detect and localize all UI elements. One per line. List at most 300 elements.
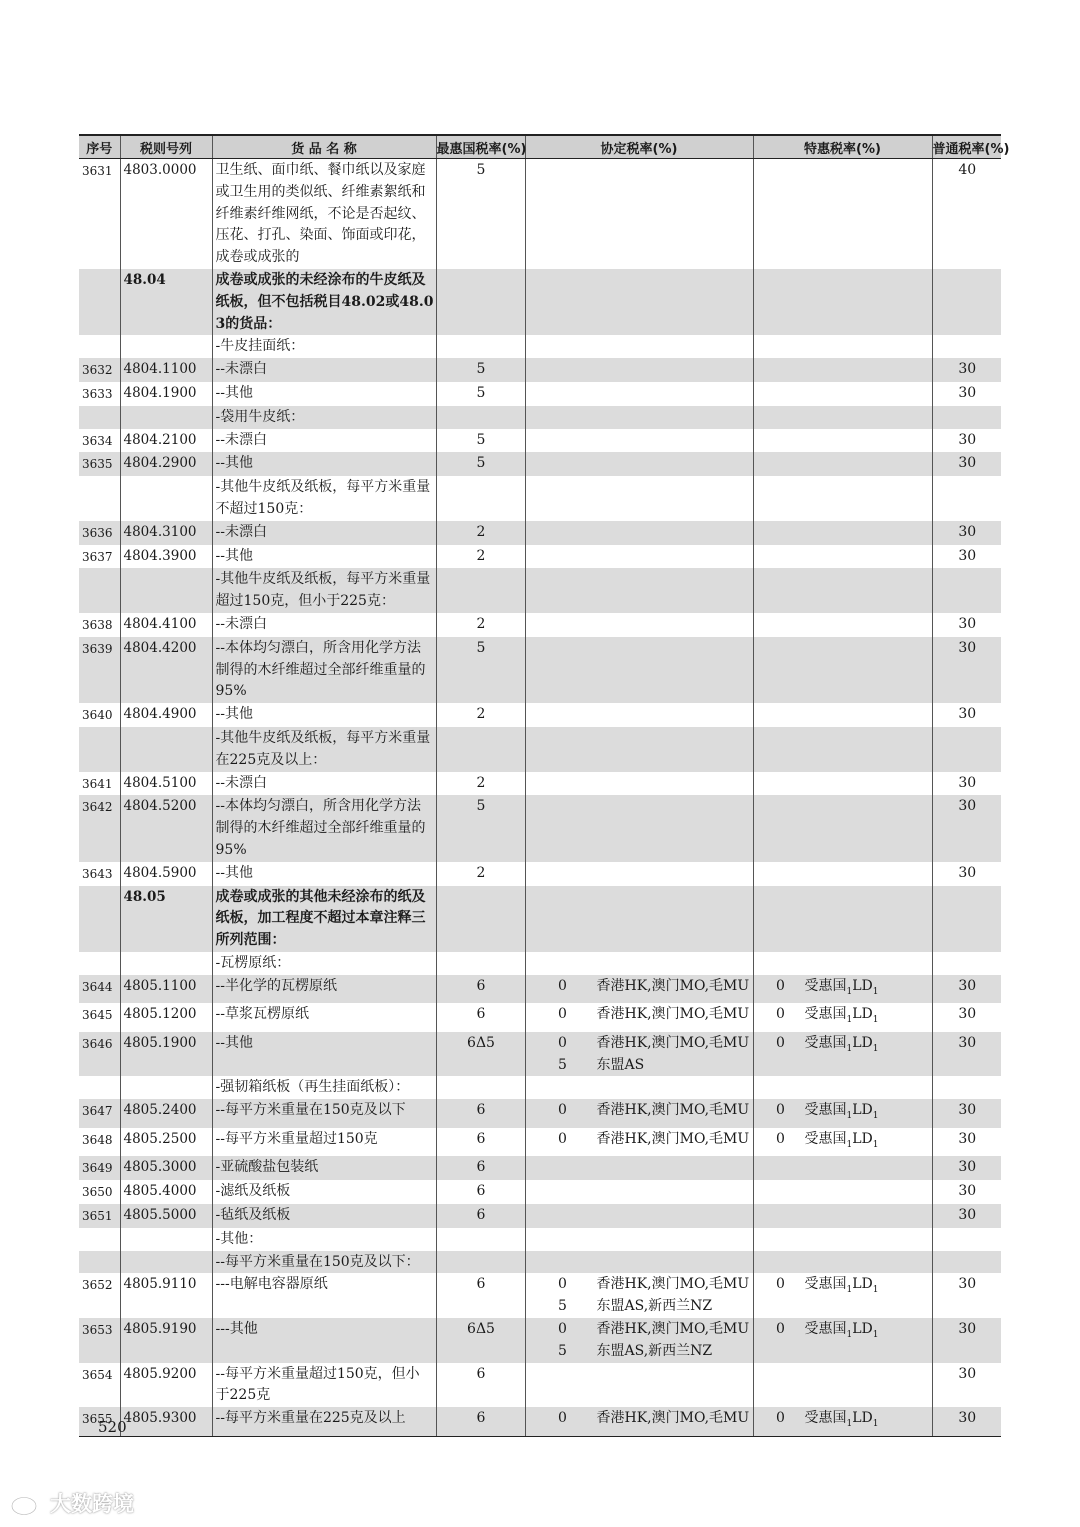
- special-rate-cell: [753, 1128, 932, 1157]
- header-mfn-rate: 最惠国税率(%): [436, 135, 525, 159]
- seq-cell: 3633: [82, 386, 113, 401]
- tariff-code-cell: 4805.4000: [120, 1180, 212, 1204]
- table-row: [79, 1251, 1001, 1274]
- goods-name-cell: --其他: [212, 1032, 436, 1077]
- tariff-code-cell: [120, 1076, 212, 1099]
- goods-name-cell: -其他：: [212, 1228, 436, 1251]
- conventional-rate-value: 5: [558, 1056, 567, 1073]
- special-rate-cell: [753, 886, 932, 952]
- table-row: [79, 1407, 1001, 1436]
- conventional-rate-partners: 香港HK,澳门MO,毛MU: [596, 1130, 750, 1147]
- conventional-rate-cell: [525, 452, 753, 476]
- mfn-rate-cell: 2: [436, 772, 525, 796]
- conventional-rate-cell: [525, 269, 753, 335]
- header-conventional-rate: 协定税率(%): [525, 135, 753, 159]
- general-rate-cell: 30: [932, 862, 1001, 886]
- table-row: [79, 406, 1001, 429]
- special-rate-cell: [753, 545, 932, 569]
- conventional-rate-entry: [529, 1319, 751, 1341]
- general-rate-cell: 30: [932, 1180, 1001, 1204]
- special-rate-beneficiary: [805, 1408, 930, 1436]
- special-rate-cell: [753, 975, 932, 1004]
- mfn-rate-cell: 6: [436, 1003, 525, 1032]
- watermark-text: 大数跨境: [50, 1492, 134, 1516]
- table-row: [79, 1204, 1001, 1228]
- special-rate-cell: [753, 862, 932, 886]
- special-rate-cell: [753, 452, 932, 476]
- special-rate-beneficiary: [805, 1100, 930, 1128]
- conventional-rate-cell: [525, 613, 753, 637]
- beneficiary-label: 受惠国: [804, 1006, 847, 1023]
- conventional-rate-cell: [525, 637, 753, 703]
- goods-name-cell: --其他: [212, 382, 436, 406]
- ld-subscript: 1: [872, 1419, 879, 1430]
- general-rate-cell: 30: [932, 1156, 1001, 1180]
- special-rate-entry: [757, 976, 930, 1004]
- special-rate-value: 0: [776, 1102, 785, 1119]
- tariff-code-cell: 48.05: [120, 886, 212, 952]
- seq-cell: 3644: [79, 975, 120, 1004]
- seq-cell: 3647: [79, 1099, 120, 1128]
- tariff-code-cell: 4804.4200: [120, 637, 212, 703]
- tariff-code-cell: 4803.0000: [120, 159, 212, 269]
- mfn-rate-cell: 5: [436, 795, 525, 861]
- ld-label: LD: [852, 1410, 873, 1427]
- conventional-rate-cell: [525, 1032, 753, 1077]
- conventional-rate-partners: 香港HK,澳门MO,毛MU: [596, 1321, 750, 1338]
- tariff-code-cell: 4804.5900: [120, 862, 212, 886]
- conventional-rate-entry: [529, 1408, 751, 1430]
- seq-cell: 3645: [82, 1008, 113, 1023]
- seq-cell: 3643: [82, 866, 113, 881]
- seq-cell: 3655: [79, 1407, 120, 1436]
- goods-name-cell: -牛皮挂面纸：: [212, 335, 436, 358]
- special-rate-cell: [753, 429, 932, 453]
- general-rate-cell: 30: [932, 772, 1001, 796]
- mfn-rate-cell: 2: [436, 703, 525, 727]
- beneficiary-subscript: 1: [846, 1043, 853, 1054]
- conventional-rate-cell: [525, 727, 753, 772]
- seq-cell: [79, 476, 120, 521]
- tariff-code-cell: [120, 406, 212, 429]
- seq-cell: [79, 568, 120, 613]
- conventional-rate-value: 5: [558, 1342, 567, 1359]
- mfn-rate-cell: 6Δ5: [436, 1032, 525, 1077]
- conventional-rate-cell: [525, 1407, 753, 1436]
- conventional-rate-cell: [525, 429, 753, 453]
- special-rate-cell: [753, 613, 932, 637]
- seq-cell: [79, 952, 120, 975]
- table-row: [79, 1156, 1001, 1180]
- ld-label: LD: [852, 1321, 873, 1338]
- ld-subscript: 1: [872, 1043, 879, 1054]
- goods-name-cell: --未漂白: [212, 429, 436, 453]
- goods-name-cell: --其他: [212, 452, 436, 476]
- special-rate-entry: [757, 1004, 930, 1032]
- special-rate-cell: [753, 795, 932, 861]
- tariff-code-cell: [120, 476, 212, 521]
- tariff-code-cell: [120, 1251, 212, 1274]
- special-rate-cell: [753, 335, 932, 358]
- seq-cell: 3632: [79, 358, 120, 382]
- special-rate-beneficiary: [805, 976, 930, 1004]
- special-rate-value: 0: [776, 1410, 785, 1427]
- special-rate-cell: [753, 1204, 932, 1228]
- special-rate-value: 0: [776, 1276, 785, 1293]
- beneficiary-label: 受惠国: [804, 977, 847, 994]
- general-rate-cell: [932, 476, 1001, 521]
- special-rate-cell: [753, 1273, 932, 1318]
- special-rate-cell: [753, 159, 932, 269]
- table-row: [79, 1180, 1001, 1204]
- seq-cell: 3654: [82, 1367, 113, 1382]
- goods-name-cell: 卫生纸、面巾纸、餐巾纸以及家庭或卫生用的类似纸、纤维素絮纸和纤维素纤维网纸，不论是否起纹、压花、打孔、染面、饰面或印花，成卷或成张的: [212, 159, 436, 269]
- seq-cell: 3636: [79, 521, 120, 545]
- heading-row: [79, 269, 1001, 335]
- conventional-rate-entry: [529, 1341, 751, 1363]
- conventional-rate-value: 0: [558, 1276, 567, 1293]
- general-rate-cell: [932, 568, 1001, 613]
- seq-cell: 3638: [82, 617, 113, 632]
- table-row: [79, 568, 1001, 613]
- seq-cell: 3640: [82, 708, 113, 723]
- mfn-rate-cell: 5: [436, 637, 525, 703]
- conventional-rate-cell: [525, 1251, 753, 1274]
- table-row: [79, 862, 1001, 886]
- conventional-rate-cell: [525, 1204, 753, 1228]
- goods-name-cell: --本体均匀漂白，所含用化学方法制得的木纤维超过全部纤维重量的95%: [212, 637, 436, 703]
- table-row: [79, 1228, 1001, 1251]
- conventional-rate-entry: [529, 976, 751, 998]
- goods-name-cell: --每平方米重量在150克及以下: [212, 1099, 436, 1128]
- tariff-code-cell: 4804.3100: [120, 521, 212, 545]
- tariff-code-cell: [120, 335, 212, 358]
- conventional-rate-partners: 香港HK,澳门MO,毛MU: [596, 1276, 750, 1293]
- table-row: [79, 429, 1001, 453]
- ld-subscript: 1: [872, 1111, 879, 1122]
- ld-label: LD: [852, 977, 873, 994]
- seq-cell: 3651: [79, 1204, 120, 1228]
- tariff-code-cell: 4804.1100: [120, 358, 212, 382]
- conventional-rate-cell: [525, 568, 753, 613]
- goods-name-cell: -其他牛皮纸及纸板，每平方米重量在225克及以上：: [212, 727, 436, 772]
- table-row: [79, 159, 1001, 269]
- goods-name-cell: --每平方米重量在150克及以下：: [212, 1251, 436, 1274]
- beneficiary-label: 受惠国: [804, 1102, 847, 1119]
- mfn-rate-cell: 6: [436, 1407, 525, 1436]
- general-rate-cell: 30: [932, 1204, 1001, 1228]
- beneficiary-subscript: 1: [846, 986, 853, 997]
- mfn-rate-cell: 6: [436, 1156, 525, 1180]
- special-rate-cell: [753, 1032, 932, 1077]
- goods-name-cell: --其他: [212, 703, 436, 727]
- table-row: [79, 521, 1001, 545]
- tariff-code-cell: 4805.9110: [120, 1273, 212, 1318]
- mfn-rate-cell: [436, 1228, 525, 1251]
- goods-name-cell: -袋用牛皮纸：: [212, 406, 436, 429]
- general-rate-cell: [932, 335, 1001, 358]
- special-rate-cell: [753, 772, 932, 796]
- conventional-rate-entry: [529, 1033, 751, 1055]
- seq-cell: 3637: [82, 549, 113, 564]
- conventional-rate-cell: [525, 382, 753, 406]
- goods-name-cell: -其他牛皮纸及纸板，每平方米重量超过150克，但小于225克：: [212, 568, 436, 613]
- conventional-rate-cell: [525, 406, 753, 429]
- beneficiary-subscript: 1: [846, 1285, 853, 1296]
- goods-name-cell: --未漂白: [212, 358, 436, 382]
- tariff-code-cell: 4804.2900: [120, 452, 212, 476]
- conventional-rate-partners: 香港HK,澳门MO,毛MU: [596, 977, 750, 994]
- seq-cell: [79, 1251, 120, 1274]
- tariff-code-cell: 4805.9300: [120, 1407, 212, 1436]
- goods-name-cell: --每平方米重量超过150克，但小于225克: [212, 1363, 436, 1408]
- mfn-rate-cell: [436, 568, 525, 613]
- mfn-rate-cell: 5: [436, 358, 525, 382]
- watermark: [10, 1488, 134, 1518]
- special-rate-entry: [757, 1129, 930, 1157]
- ld-label: LD: [852, 1276, 873, 1293]
- conventional-rate-value: 0: [558, 1006, 567, 1023]
- beneficiary-label: 受惠国: [804, 1130, 847, 1147]
- tariff-table: [79, 134, 1010, 1437]
- conventional-rate-cell: [525, 886, 753, 952]
- general-rate-cell: [932, 886, 1001, 952]
- conventional-rate-cell: [525, 1099, 753, 1128]
- beneficiary-subscript: 1: [846, 1419, 853, 1430]
- table-row: [79, 1032, 1001, 1077]
- mfn-rate-cell: [436, 727, 525, 772]
- special-rate-value: 0: [776, 1321, 785, 1338]
- special-rate-cell: [753, 476, 932, 521]
- tariff-code-cell: [120, 568, 212, 613]
- special-rate-cell: [753, 1003, 932, 1032]
- table-row: [79, 795, 1001, 861]
- general-rate-cell: [932, 406, 1001, 429]
- mfn-rate-cell: 5: [436, 159, 525, 269]
- general-rate-cell: 30: [932, 637, 1001, 703]
- general-rate-cell: [932, 1228, 1001, 1251]
- mfn-rate-cell: 6: [436, 1099, 525, 1128]
- table-row: [79, 476, 1001, 521]
- conventional-rate-cell: [525, 358, 753, 382]
- seq-cell: [79, 335, 120, 358]
- tariff-code-cell: 48.04: [120, 269, 212, 335]
- mfn-rate-cell: 6: [436, 1128, 525, 1157]
- goods-name-cell: --其他: [212, 862, 436, 886]
- seq-cell: 3641: [82, 776, 113, 791]
- tariff-code-cell: 4805.1900: [120, 1032, 212, 1077]
- conventional-rate-cell: [525, 1003, 753, 1032]
- goods-name-cell: ---电解电容器原纸: [212, 1273, 436, 1318]
- general-rate-cell: 30: [932, 1128, 1001, 1157]
- tariff-code-cell: 4804.4100: [120, 613, 212, 637]
- general-rate-cell: 40: [932, 159, 1001, 269]
- seq-cell: 3642: [79, 795, 120, 861]
- general-rate-cell: 30: [932, 1273, 1001, 1318]
- tariff-code-cell: 4804.5100: [120, 772, 212, 796]
- conventional-rate-cell: [525, 952, 753, 975]
- mfn-rate-cell: [436, 335, 525, 358]
- conventional-rate-cell: [525, 703, 753, 727]
- general-rate-cell: 30: [932, 382, 1001, 406]
- conventional-rate-value: 0: [558, 1410, 567, 1427]
- special-rate-entry: [757, 1408, 930, 1436]
- conventional-rate-entry: [529, 1004, 751, 1026]
- table-row: [79, 1363, 1001, 1408]
- table-row: [79, 637, 1001, 703]
- conventional-rate-partners: 香港HK,澳门MO,毛MU: [596, 1410, 750, 1427]
- mfn-rate-cell: 6: [436, 1204, 525, 1228]
- weibo-logo-icon: [10, 1489, 44, 1517]
- special-rate-cell: [753, 1180, 932, 1204]
- mfn-rate-cell: [436, 1076, 525, 1099]
- conventional-rate-cell: [525, 1156, 753, 1180]
- conventional-rate-cell: [525, 862, 753, 886]
- beneficiary-subscript: 1: [846, 1015, 853, 1026]
- conventional-rate-cell: [525, 772, 753, 796]
- general-rate-cell: [932, 1076, 1001, 1099]
- goods-name-cell: -亚硫酸盐包装纸: [212, 1156, 436, 1180]
- general-rate-cell: [932, 727, 1001, 772]
- header-name: 货 品 名 称: [212, 135, 436, 159]
- beneficiary-label: 受惠国: [804, 1034, 847, 1051]
- table-row: [79, 772, 1001, 796]
- conventional-rate-cell: [525, 1228, 753, 1251]
- goods-name-cell: -滤纸及纸板: [212, 1180, 436, 1204]
- special-rate-value: 0: [776, 1130, 785, 1147]
- ld-label: LD: [852, 1006, 873, 1023]
- tariff-code-cell: 4805.1100: [120, 975, 212, 1004]
- ld-subscript: 1: [872, 1329, 879, 1340]
- conventional-rate-partners: 香港HK,澳门MO,毛MU: [596, 1102, 750, 1119]
- conventional-rate-partners: 香港HK,澳门MO,毛MU: [596, 1034, 750, 1051]
- conventional-rate-cell: [525, 1318, 753, 1363]
- beneficiary-label: 受惠国: [804, 1410, 847, 1427]
- conventional-rate-cell: [525, 1128, 753, 1157]
- seq-cell: [79, 1076, 120, 1099]
- tariff-code-cell: 4805.1200: [120, 1003, 212, 1032]
- table-row: [79, 703, 1001, 727]
- conventional-rate-cell: [525, 521, 753, 545]
- general-rate-cell: 30: [932, 1318, 1001, 1363]
- table-row: [79, 1128, 1001, 1157]
- special-rate-beneficiary: [805, 1004, 930, 1032]
- conventional-rate-entry: [529, 1274, 751, 1296]
- general-rate-cell: 30: [932, 795, 1001, 861]
- seq-cell: 3634: [82, 433, 113, 448]
- header-code: 税则号列: [120, 135, 212, 159]
- mfn-rate-cell: 6: [436, 975, 525, 1004]
- conventional-rate-cell: [525, 795, 753, 861]
- special-rate-beneficiary: [805, 1033, 930, 1061]
- special-rate-entry: [757, 1319, 930, 1347]
- general-rate-cell: 30: [932, 1003, 1001, 1032]
- mfn-rate-cell: [436, 952, 525, 975]
- general-rate-cell: 30: [932, 521, 1001, 545]
- ld-subscript: 1: [872, 986, 879, 997]
- special-rate-entry: [757, 1033, 930, 1061]
- mfn-rate-cell: 5: [436, 429, 525, 453]
- tariff-code-cell: 4805.9200: [120, 1363, 212, 1408]
- special-rate-cell: [753, 1156, 932, 1180]
- tariff-code-cell: 4804.4900: [120, 703, 212, 727]
- mfn-rate-cell: 2: [436, 862, 525, 886]
- tariff-code-cell: 4805.2400: [120, 1099, 212, 1128]
- goods-name-cell: -毡纸及纸板: [212, 1204, 436, 1228]
- general-rate-cell: 30: [932, 429, 1001, 453]
- general-rate-cell: 30: [932, 975, 1001, 1004]
- special-rate-cell: [753, 952, 932, 975]
- ld-label: LD: [852, 1034, 873, 1051]
- special-rate-cell: [753, 727, 932, 772]
- goods-name-cell: --未漂白: [212, 772, 436, 796]
- table-row: [79, 335, 1001, 358]
- seq-cell: [79, 406, 120, 429]
- beneficiary-subscript: 1: [846, 1111, 853, 1122]
- special-rate-cell: [753, 269, 932, 335]
- mfn-rate-cell: 2: [436, 613, 525, 637]
- header-general-rate: 普通税率(%): [932, 135, 1001, 159]
- conventional-rate-value: 0: [558, 1034, 567, 1051]
- conventional-rate-partners: 东盟AS,新西兰NZ: [596, 1298, 713, 1315]
- tariff-code-cell: 4805.3000: [120, 1156, 212, 1180]
- header-special-rate: 特惠税率(%): [753, 135, 932, 159]
- conventional-rate-value: 0: [558, 1130, 567, 1147]
- special-rate-cell: [753, 521, 932, 545]
- table-row: [79, 452, 1001, 476]
- conventional-rate-entry: [529, 1129, 751, 1151]
- mfn-rate-cell: [436, 886, 525, 952]
- seq-cell: [79, 886, 120, 952]
- general-rate-cell: 30: [932, 703, 1001, 727]
- general-rate-cell: 30: [932, 1032, 1001, 1077]
- conventional-rate-value: 0: [558, 977, 567, 994]
- conventional-rate-cell: [525, 1180, 753, 1204]
- seq-cell: [79, 1228, 120, 1251]
- mfn-rate-cell: 6: [436, 1180, 525, 1204]
- conventional-rate-cell: [525, 1363, 753, 1408]
- tariff-code-cell: 4805.2500: [120, 1128, 212, 1157]
- general-rate-cell: [932, 1251, 1001, 1274]
- conventional-rate-cell: [525, 975, 753, 1004]
- seq-cell: 3631: [82, 164, 113, 178]
- conventional-rate-partners: 东盟AS,新西兰NZ: [596, 1342, 713, 1359]
- table-row: [79, 1076, 1001, 1099]
- ld-label: LD: [852, 1130, 873, 1147]
- special-rate-cell: [753, 637, 932, 703]
- general-rate-cell: 30: [932, 358, 1001, 382]
- table-row: [79, 613, 1001, 637]
- seq-cell: [79, 269, 120, 335]
- conventional-rate-cell: [525, 159, 753, 269]
- special-rate-cell: [753, 1251, 932, 1274]
- special-rate-cell: [753, 406, 932, 429]
- seq-cell: [79, 727, 120, 772]
- goods-name-cell: --未漂白: [212, 521, 436, 545]
- mfn-rate-cell: 6: [436, 1363, 525, 1408]
- table-row: [79, 1318, 1001, 1363]
- beneficiary-subscript: 1: [846, 1329, 853, 1340]
- heading-row: [79, 886, 1001, 952]
- goods-name-cell: 成卷或成张的其他未经涂布的纸及纸板，加工程度不超过本章注释三所列范围：: [212, 886, 436, 952]
- mfn-rate-cell: [436, 269, 525, 335]
- goods-name-cell: --半化学的瓦楞原纸: [212, 975, 436, 1004]
- conventional-rate-cell: [525, 1273, 753, 1318]
- conventional-rate-value: 0: [558, 1321, 567, 1338]
- goods-name-cell: --其他: [212, 545, 436, 569]
- special-rate-cell: [753, 703, 932, 727]
- special-rate-beneficiary: [805, 1319, 930, 1347]
